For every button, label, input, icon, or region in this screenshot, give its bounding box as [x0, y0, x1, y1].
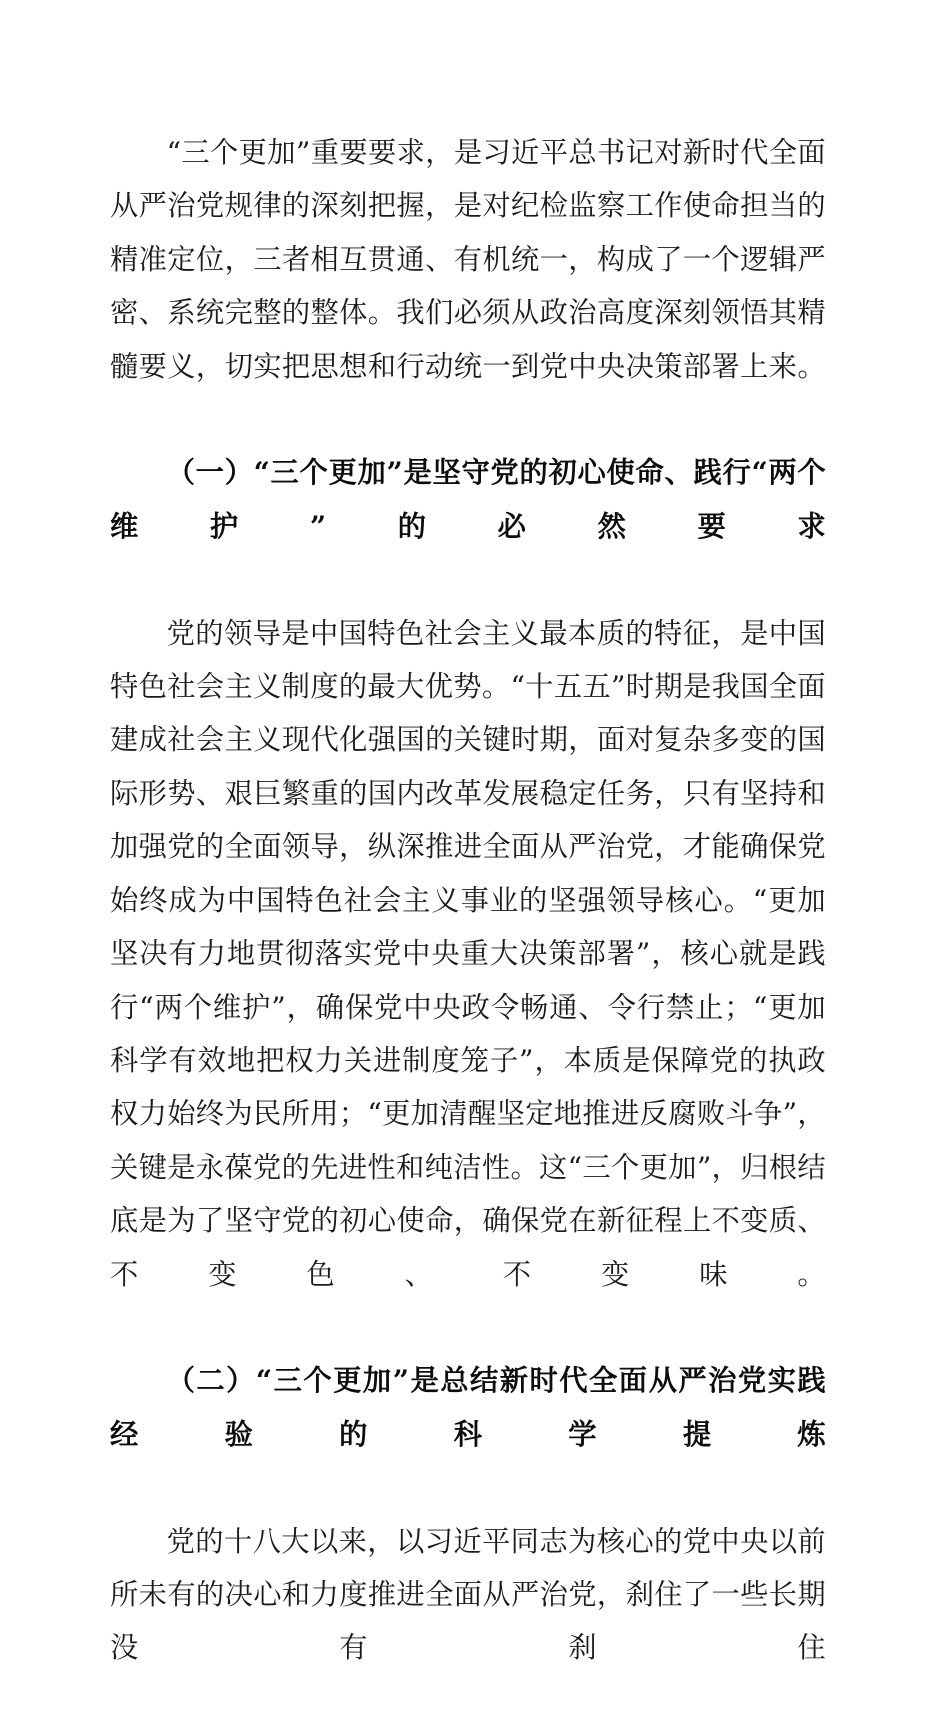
document-body: [110, 126, 826, 1728]
intro-paragraph: “三个更加”重要要求，是习近平总书记对新时代全面从严治党规律的深刻把握，是对纪检监察工作使命担当的精准定位，三者相互贯通、有机统一，构成了一个逻辑严密、系统完整的整体。我们必须从政治高度深刻领悟其精髓要义，切实把思想和行动统一到党中央决策部署上来。: [110, 136, 826, 383]
section-heading-2: （二）“三个更加”是总结新时代全面从严治党实践经验的科学提炼: [110, 1363, 826, 1451]
section-2-body: 党的十八大以来，以习近平同志为核心的党中央以前所未有的决心和力度推进全面从严治党，刹住了一些长期没有刹住: [110, 1524, 826, 1665]
section-1-body: 党的领导是中国特色社会主义最本质的特征，是中国特色社会主义制度的最大优势。“十五五”时期是我国全面建成社会主义现代化强国的关键时期，面对复杂多变的国际形势、艰巨繁重的国内改革发展稳定任务，只有坚持和加强党的全面领导，纵深推进全面从严治党，才能确保党始终成为中国特色社会主义事业的坚强领导核心。“更加坚决有力地贯彻落实党中央重大决策部署”，核心就是践行“两个维护”，确保党中央政令畅通、令行禁止；“更加科学有效地把权力关进制度笼子”，本质是保障党的执政权力始终为民所用；“更加清醒坚定地推进反腐败斗争”，关键是永葆党的先进性和纯洁性。这“三个更加”，归根结底是为了坚守党的初心使命，确保党在新征程上不变质、不变色、不变味。: [110, 616, 826, 1291]
section-heading-1: （一）“三个更加”是坚守党的初心使命、践行“两个维护”的必然要求: [110, 455, 826, 543]
